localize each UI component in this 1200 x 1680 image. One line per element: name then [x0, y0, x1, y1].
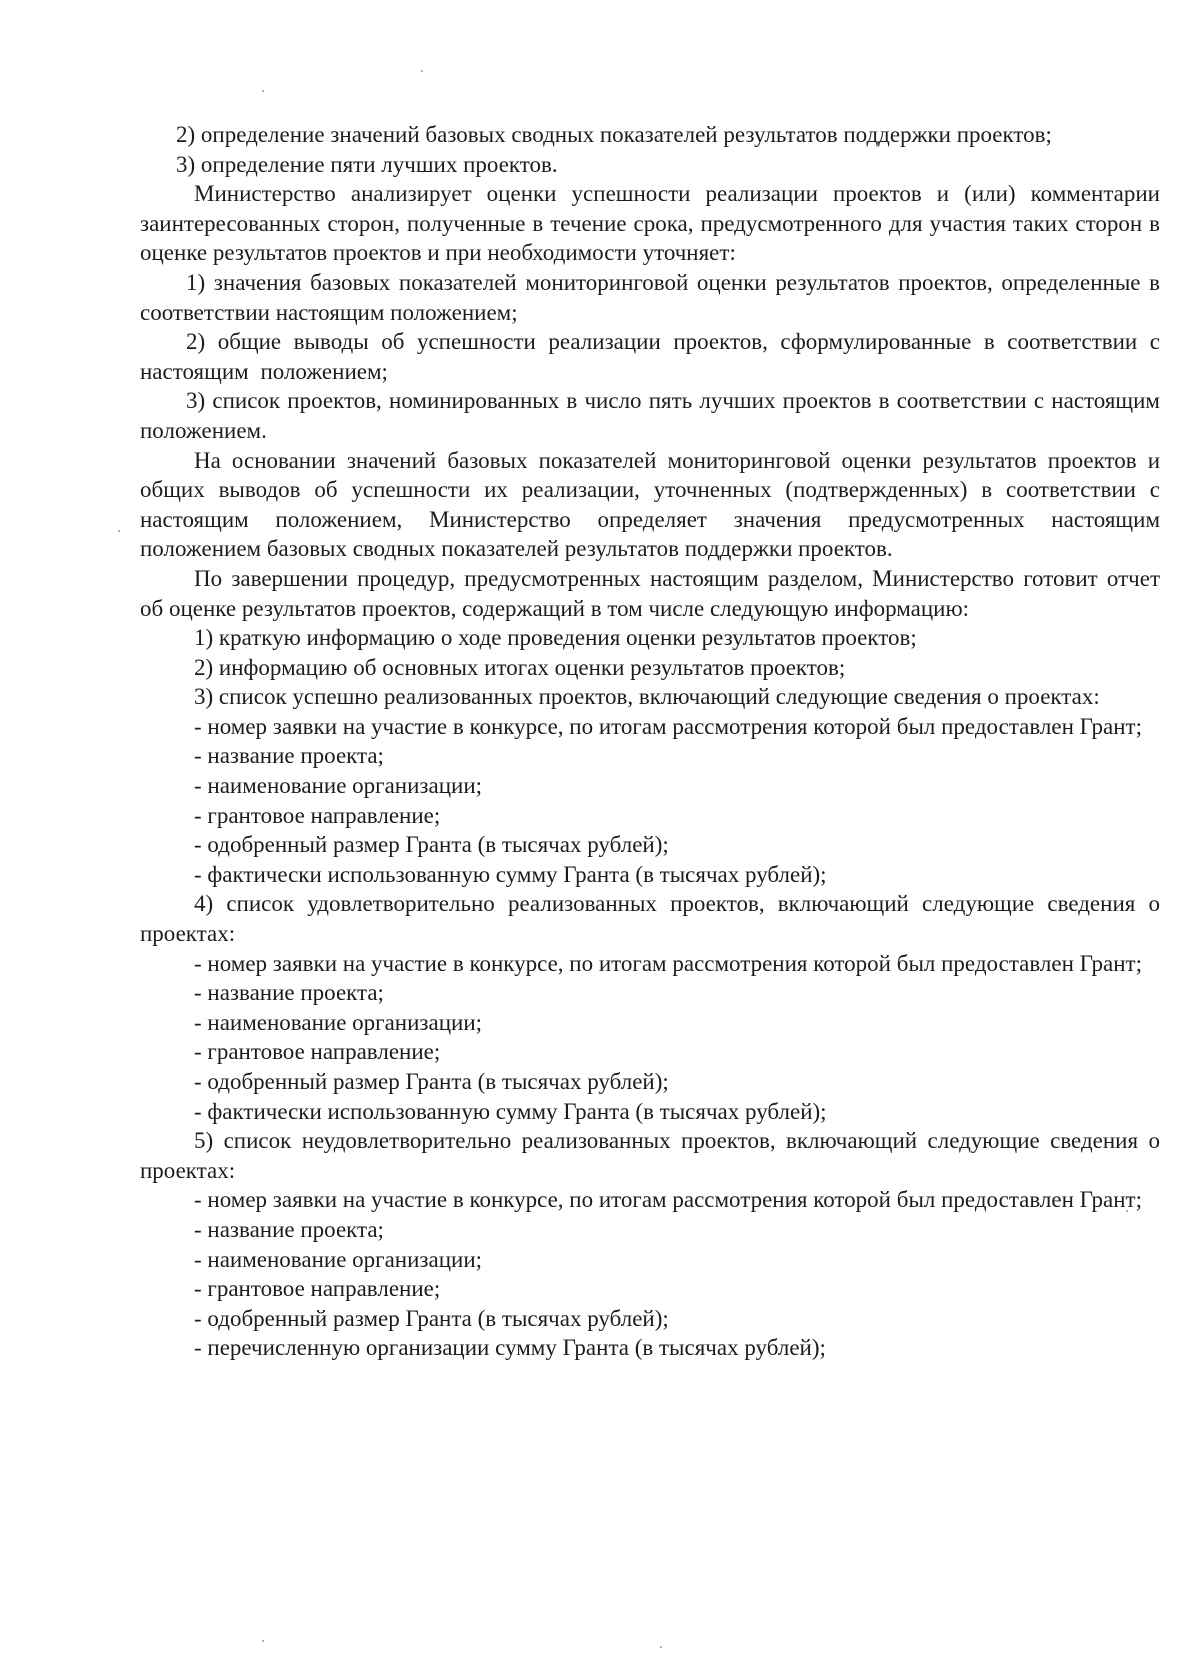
list-item: - название проекта;	[194, 743, 384, 769]
list-item: - название проекта;	[194, 1216, 384, 1242]
report-item-4: 4) список удовлетворительно реализованных проектов, включающий следующие сведения о проектах:	[140, 891, 1160, 947]
list-item: - одобренный размер Гранта (в тысячах рублей);	[194, 1069, 669, 1094]
scan-speck	[262, 1640, 264, 1642]
list-item: - одобренный размер Гранта (в тысячах рублей);	[194, 1305, 669, 1331]
list-item: - грантовое направление;	[194, 802, 441, 828]
scan-speck	[262, 90, 264, 92]
scan-speck	[660, 1646, 662, 1648]
unsatisfactory-projects-fields	[140, 1185, 1160, 1363]
clarify-item-2: 2) общие выводы об успешности реализации проектов, сформулированные в соответствии с настоящим положением;	[140, 329, 1160, 384]
paragraph-based-on: На основании значений базовых показателей мониторинговой оценки результатов проектов и общих выводов об успешности их реализации, уточненных (подтвержденных) в соответствии с настоящим положением, Министерство определяет значения предусмотренных настоящим положением базовых сводных показателей результатов поддержки проектов.	[140, 447, 1160, 562]
list-item: - грантовое направление;	[194, 1276, 441, 1302]
list-item: - фактически использованную сумму Гранта (в тысячах рублей);	[194, 1098, 827, 1124]
list-item: - фактически использованную сумму Гранта (в тысячах рублей);	[194, 861, 827, 887]
satisfactory-projects-fields	[140, 949, 1160, 1127]
list-item: - перечисленную организации сумму Гранта (в тысячах рублей);	[194, 1335, 826, 1361]
document-page	[140, 120, 1160, 1363]
report-item-5: 5) список неудовлетворительно реализованных проектов, включающий следующие сведения о проектах:	[140, 1128, 1160, 1183]
scan-speck	[421, 70, 423, 72]
list-item: - номер заявки на участие в конкурсе, по итогам рассмотрения которой был предоставлен Грант;	[194, 1187, 1142, 1213]
list-item: - грантовое направление;	[194, 1039, 441, 1065]
report-item-1: 1) краткую информацию о ходе проведения оценки результатов проектов;	[194, 625, 917, 651]
list-item: - одобренный размер Гранта (в тысячах рублей);	[194, 832, 669, 858]
paragraph-ministry-analyzes: Министерство анализирует оценки успешности реализации проектов и (или) комментарии заинтересованных сторон, полученные в течение срока, предусмотренного для участия таких сторон в оценке результатов проектов и при необходимости уточняет:	[140, 181, 1160, 266]
successful-projects-fields	[140, 712, 1160, 890]
clarify-item-1: 1) значения базовых показателей мониторинговой оценки результатов проектов, определенные в соответствии настоящим положением;	[140, 269, 1160, 325]
paragraph-upon-completion: По завершении процедур, предусмотренных настоящим разделом, Министерство готовит отчет об оценке результатов проектов, содержащий в том числе следующую информацию:	[140, 565, 1160, 621]
list-item: - номер заявки на участие в конкурсе, по итогам рассмотрения которой был предоставлен Грант;	[194, 713, 1142, 739]
list-item: - наименование организации;	[194, 773, 483, 799]
clarify-item-3: 3) список проектов, номинированных в число пять лучших проектов в соответствии с настоящим положением.	[140, 388, 1160, 443]
scan-speck	[118, 530, 120, 532]
list-item: - номер заявки на участие в конкурсе, по итогам рассмотрения которой был предоставлен Грант;	[194, 950, 1142, 976]
list-item-best-projects: 3) определение пяти лучших проектов.	[176, 151, 558, 177]
list-item: - наименование организации;	[194, 1246, 483, 1272]
report-item-3: 3) список успешно реализованных проектов, включающий следующие сведения о проектах:	[194, 684, 1100, 710]
list-item-values-determination: 2) определение значений базовых сводных показателей результатов поддержки проектов;	[176, 122, 1052, 147]
list-item: - наименование организации;	[194, 1009, 483, 1035]
list-item: - название проекта;	[194, 980, 384, 1006]
report-item-2: 2) информацию об основных итогах оценки результатов проектов;	[194, 654, 846, 680]
